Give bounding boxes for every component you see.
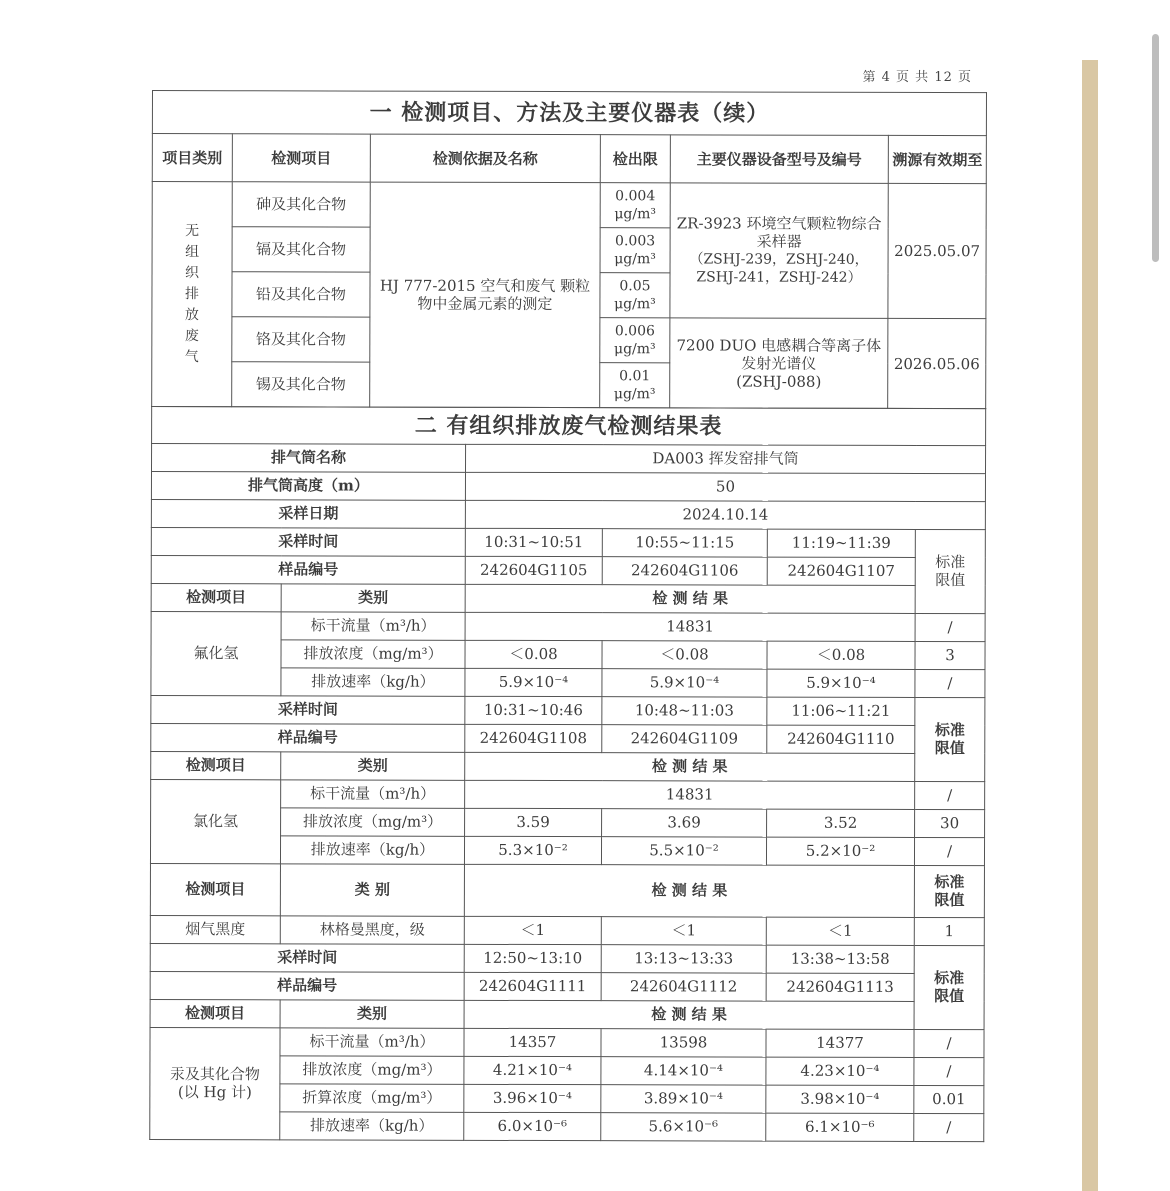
time-label: 采样时间 <box>151 527 465 556</box>
sample-time: 10:31~10:46 <box>465 696 602 724</box>
param-label: 折算浓度（mg/m³） <box>280 1083 464 1111</box>
std-limit-label: 标准限值 <box>935 553 966 590</box>
pollutant-name: 氯化氢 <box>150 779 280 863</box>
param-label: 排放速率（kg/h） <box>280 835 464 863</box>
sample-time: 10:31~10:51 <box>465 528 602 556</box>
value-cell: ＜1 <box>601 916 766 944</box>
time-label: 采样时间 <box>150 943 464 972</box>
param-label: 排放速率（kg/h） <box>280 1111 464 1139</box>
sample-id: 242604G1112 <box>601 972 766 1000</box>
value-cell: 14831 <box>465 612 915 641</box>
category-label: 无组织排放废气 <box>184 222 200 365</box>
item-cell: 锡及其化合物 <box>232 362 370 407</box>
value-cell: 5.2×10⁻² <box>766 837 914 865</box>
instrument1-ids: （ZSHJ-239，ZSHJ-240，ZSHJ-241，ZSHJ-242） <box>689 251 869 286</box>
instrument2-name: 7200 DUO 电感耦合等离子体发射光谱仪 <box>676 335 882 373</box>
instrument1-name: ZR-3923 环境空气颗粒物综合采样器 <box>676 214 882 251</box>
value-cell: 3.96×10⁻⁴ <box>464 1084 601 1112</box>
param-label: 排放浓度（mg/m³） <box>281 807 465 835</box>
header-method: 检测依据及名称 <box>370 134 600 183</box>
stack-name: DA003 挥发窑排气筒 <box>466 444 986 473</box>
item-cell: 镉及其化合物 <box>232 227 370 272</box>
sample-id: 242604G1111 <box>464 972 601 1000</box>
std-value: / <box>914 1057 984 1085</box>
sample-time: 12:50~13:10 <box>464 944 601 972</box>
value-cell: 13598 <box>601 1028 766 1056</box>
std-value: 30 <box>915 809 985 837</box>
limit-cell: 0.01 μg/m³ <box>600 363 670 408</box>
sample-time: 11:06~11:21 <box>767 697 915 725</box>
value-cell: 3.69 <box>602 808 767 836</box>
value-cell: 4.14×10⁻⁴ <box>601 1056 766 1084</box>
item-label: 检测项目 <box>150 999 280 1027</box>
results-table <box>149 405 986 1141</box>
header-valid: 溯源有效期至 <box>888 135 986 183</box>
pollutant-name-line1: 汞及其化合物 <box>169 1065 260 1084</box>
std-value: 0.01 <box>914 1085 984 1113</box>
pollutant-name: 氟化氢 <box>151 611 281 695</box>
result-label: 检 测 结 果 <box>465 584 915 613</box>
date-label: 采样日期 <box>151 499 465 528</box>
item-cell: 砷及其化合物 <box>232 182 370 227</box>
item-cell: 铅及其化合物 <box>232 272 370 317</box>
page-number: 第 4 页 共 12 页 <box>862 70 972 85</box>
value-cell: 5.5×10⁻² <box>601 836 766 864</box>
value-cell: 3.89×10⁻⁴ <box>601 1084 766 1112</box>
result-label: 检 测 结 果 <box>465 752 915 781</box>
stack-height-label: 排气筒高度（m） <box>151 471 465 500</box>
value-cell: ＜1 <box>464 916 601 944</box>
sample-id: 242604G1107 <box>767 557 915 585</box>
report-sheet <box>149 90 986 1142</box>
table1-title: 一 检测项目、方法及主要仪器表（续） <box>152 91 986 136</box>
sample-id: 242604G1108 <box>465 724 602 752</box>
value-cell: ＜0.08 <box>602 640 767 668</box>
methods-table <box>151 90 987 409</box>
instrument2-cell <box>670 318 888 409</box>
sample-label: 样品编号 <box>151 555 465 584</box>
result-label: 检 测 结 果 <box>464 864 914 917</box>
value-cell: 3.59 <box>465 808 602 836</box>
value-cell: 6.1×10⁻⁶ <box>766 1113 914 1141</box>
param-label: 标干流量（m³/h） <box>280 1027 464 1055</box>
item-label: 检测项目 <box>150 863 280 915</box>
sample-time: 10:55~11:15 <box>602 528 767 556</box>
limit-cell: 0.003 μg/m³ <box>600 228 670 273</box>
valid2-cell: 2026.05.06 <box>888 318 986 408</box>
stack-name-label: 排气筒名称 <box>152 443 466 472</box>
value-cell: 14377 <box>766 1029 914 1057</box>
limit-cell: 0.006 μg/m³ <box>600 318 670 363</box>
param-label: 排放浓度（mg/m³） <box>281 639 465 667</box>
value-cell: ＜0.08 <box>767 641 915 669</box>
header-item: 检测项目 <box>232 134 370 182</box>
value-cell: 5.3×10⁻² <box>464 836 601 864</box>
value-cell: ＜1 <box>766 917 914 945</box>
value-cell: ＜0.08 <box>465 640 602 668</box>
sample-id: 242604G1105 <box>465 556 602 584</box>
sample-time: 10:48~11:03 <box>602 696 767 724</box>
sample-id: 242604G1109 <box>602 724 767 752</box>
std-value: / <box>915 613 985 641</box>
value-cell: 5.9×10⁻⁴ <box>767 669 915 697</box>
std-limit-label: 标准限值 <box>934 721 965 758</box>
header-limit: 检出限 <box>600 135 670 183</box>
sample-date: 2024.10.14 <box>465 500 985 529</box>
instrument1-cell <box>670 183 888 319</box>
value-cell: 14357 <box>464 1028 601 1056</box>
category-cell <box>152 182 233 407</box>
header-category: 项目类别 <box>152 134 232 182</box>
std-limit-label: 标准限值 <box>934 969 965 1006</box>
item-label: 检测项目 <box>151 751 281 779</box>
pollutant-name: 烟气黑度 <box>150 915 280 943</box>
item-label: 检测项目 <box>151 583 281 611</box>
value-cell: 3.98×10⁻⁴ <box>766 1085 914 1113</box>
type-label: 类别 <box>281 583 465 611</box>
sample-id: 242604G1110 <box>767 725 915 753</box>
item-cell: 铬及其化合物 <box>232 317 370 362</box>
param-label: 排放浓度（mg/m³） <box>280 1055 464 1083</box>
value-cell: 4.21×10⁻⁴ <box>464 1056 601 1084</box>
std-value: / <box>914 1029 984 1057</box>
std-limit-header <box>914 945 984 1029</box>
value-cell: 5.6×10⁻⁶ <box>601 1112 766 1140</box>
std-limit-header <box>915 529 985 613</box>
type-label: 类别 <box>280 999 464 1027</box>
sample-label: 样品编号 <box>151 723 465 752</box>
std-value: / <box>914 837 984 865</box>
param-label: 林格曼黑度，级 <box>280 915 464 943</box>
sample-time: 13:38~13:58 <box>766 945 914 973</box>
value-cell: 5.9×10⁻⁴ <box>602 668 767 696</box>
type-label: 类 别 <box>280 863 464 915</box>
time-label: 采样时间 <box>151 695 465 724</box>
param-label: 标干流量（m³/h） <box>281 611 465 639</box>
std-value: / <box>915 669 985 697</box>
sample-id: 242604G1113 <box>766 973 914 1001</box>
param-label: 标干流量（m³/h） <box>281 779 465 807</box>
sample-time: 13:13~13:33 <box>601 944 766 972</box>
value-cell: 4.23×10⁻⁴ <box>766 1057 914 1085</box>
std-limit-label: 标准限值 <box>934 873 965 910</box>
value-cell: 6.0×10⁻⁶ <box>464 1112 601 1140</box>
std-value: / <box>914 1113 984 1141</box>
instrument2-ids: (ZSHJ-088) <box>736 372 822 391</box>
value-cell: 5.9×10⁻⁴ <box>465 668 602 696</box>
value-cell: 3.52 <box>767 809 915 837</box>
header-instrument: 主要仪器设备型号及编号 <box>670 135 888 184</box>
method-cell: HJ 777-2015 空气和废气 颗粒物中金属元素的测定 <box>370 182 601 408</box>
scrollbar-thumb[interactable] <box>1152 34 1159 262</box>
sample-label: 样品编号 <box>150 971 464 1000</box>
sample-time: 11:19~11:39 <box>767 529 915 557</box>
stack-height: 50 <box>465 472 985 501</box>
limit-cell: 0.004 μg/m³ <box>600 183 670 228</box>
limit-cell: 0.05 μg/m³ <box>600 273 670 318</box>
std-limit-header <box>915 697 985 781</box>
sample-id: 242604G1106 <box>602 556 767 584</box>
paper-edge <box>1082 60 1098 1191</box>
pollutant-name-line2: (以 Hg 计) <box>177 1083 252 1102</box>
type-label: 类别 <box>281 751 465 779</box>
valid1-cell: 2025.05.07 <box>888 183 986 318</box>
std-value: 3 <box>915 641 985 669</box>
pollutant-name <box>150 1027 280 1139</box>
param-label: 排放速率（kg/h） <box>281 667 465 695</box>
table2-title: 二 有组织排放废气检测结果表 <box>152 406 986 445</box>
std-value: / <box>915 781 985 809</box>
std-limit-header <box>914 865 984 917</box>
result-label: 检 测 结 果 <box>464 1000 914 1029</box>
value-cell: 14831 <box>465 780 915 809</box>
std-value: 1 <box>914 917 984 945</box>
